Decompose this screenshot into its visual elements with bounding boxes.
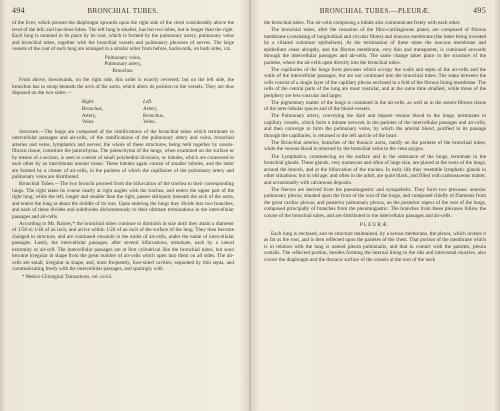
paragraph: The Nerves are derived from the pneumogastric and sympathetic. They form two plexuses: anterior pulmonary plexus, situated upon the front of the root of the lungs, and composed chiefly of filaments from the great cardiac plexus; and posterior pulmonary plexus, on the posterior aspect of the root of the lungs, composed principally of branches from the pneumogastric. The branches from these plexuses follow the course of the bronchial tubes, and are distributed to the intercellular passages and air-cells. [264, 186, 486, 219]
list-item: Veins. [81, 119, 95, 125]
left-page [12, 6, 234, 402]
right-running-head [264, 6, 486, 20]
list-item: Artery, [81, 112, 97, 119]
left-running-head [12, 6, 234, 20]
list-item: Bronchus. [112, 67, 134, 74]
paragraph: The Lymphatics, commencing on the surface and in the substance of the lungs, terminate in the bronchial glands. These glands, very numerous and often of large size, are placed at the roots of the lungs, around the bronch, and at the bifurcation of the trachea. In early life they resemble lymphatic glands in other situations; but in old age, and often in the adult, are quite black, and filled with carbonaceous matter, and occasionally with calcareous deposits. [264, 153, 486, 186]
paragraph: From above, downwards, on the right side, this order is exactly reversed; but on the left side, the bronchus has to stoop beneath the arch of the aorta, which alters its position to the vessels. They are thus disposed on the two sides:— [12, 77, 234, 96]
paragraph: Bronchial Tubes.—The two bronchi proceed from the bifurcation of the trachea to their corresponding lungs. The right takes its course nearly at right angles with the trachea, and enters the upper part of the right lung; while the left, longer and smaller than the right, passes obliquely beneath the arch of the aorta, and enters the lung at about the middle of its root. Upon entering the lungs they divide into two branches, and each of these divides and subdivides dichotomously to their ultimate terminations in the intercellular passages and air-cells. [12, 181, 234, 220]
paragraph: Each lung is enclosed, and its structure maintained, by a serous membrane, the pleura, which invests it as far as the root, and is then reflected upon the parietes of the chest. That portion of the membrane which is in relation with the lung is named pleura pulmonalis, and that in contact with the parietes, pleura costalis. The reflected portion, besides forming the internal lining to the ribs and intercostal muscles, also covers the diaphragm and the thoracic surface of the vessels at the root of the neck [264, 230, 486, 263]
left-side-column [143, 99, 164, 126]
footnote: * Medico-Chirurgical Transactions, vol. xxviii. [22, 274, 113, 280]
side-comparison [12, 99, 234, 126]
page-number: 494 [12, 6, 25, 15]
paragraph: According to Mr. Rainey,* the bronchial tubes continue to diminish in size until they attain a diameter of 1/50 to 1/40 of an inch, and arrive within 1/20 of an inch of the surface of the lung. They then become changed in structure, and are continued onwards in the midst of air-cells, under the name of intercellular passages. Lastly, the intercellular passages, after several bifurcations, terminate, each by a caecal extremity or air-cell. The intercellular passages are at first cylindrical like the bronchial tubes, but soon become irregular in shape from the great number of air-cells which open into them on all sides. The air-cells are small, irregular in shape, and, most frequently, four-sided cavities, separated by thin septa, and communicating freely with the intercellular passages, and sparingly with [12, 220, 234, 273]
right-body [264, 20, 486, 263]
right-page [264, 6, 486, 402]
paragraph: of the liver, which presses the diaphragm upwards upon the right side of the chest considerably above the level of the left; and has three lobes. The left lung is smaller, has but two lobes, but is longer than the right. Each lung is retained in its place by its root, which is formed by the pulmonary artery, pulmonary veins and bronchial tubes, together with the bronchial vessels and pulmonary plexuses of nerves. The large vessels of the root of each lung are arranged in a similar order from before, backwards, on both sides, viz. [12, 20, 234, 52]
column-heading: Right. [81, 98, 95, 105]
paragraph: the bronchial tubes. The air-cells composing a lobule also communicate freely with each other. [264, 20, 461, 26]
running-head-title: BRONCHIAL TUBES.—PLEURÆ. [319, 7, 431, 15]
section-heading: PLEURÆ. [359, 222, 391, 229]
paragraph: Structure.—The lungs are composed of the ramifications of the bronchial tubes which terminate in intercellular passages and air-cells, of the ramifications of the pulmonary artery and veins, bronchial arteries and veins, lymphatics and nerves; the whole of these structures, being held together by areolo-fibrous tissue, constitute the parenchyma. The parenchyma of the lungs, when examined on the surface or by means of a section, is seen to consist of small polyhedral divisions, or lobules, which are connected to each other by an interlobular areolar tissue. These lobules again consist of smaller lobules, and the latter are formed by a cluster of air-cells, in the parietes of which the capillaries of the pulmonary artery and pulmonary veins are distributed. [12, 128, 234, 180]
vessel-order-list [12, 55, 234, 75]
paragraph: The Bronchial arteries, branches of the thoracic aorta, ramify on the parietes of the bronchial tubes, while the venous blood is returned by the bronchial veins to the vena azygos. [264, 139, 486, 153]
book-gutter [249, 0, 251, 411]
list-item: Artery, [143, 106, 158, 112]
running-head-title: BRONCHIAL TUBES. [87, 7, 159, 15]
right-side-column [82, 99, 103, 126]
page-number: 495 [473, 6, 486, 15]
paragraph: The Pulmonary artery, conveying the dark and impure venous blood to the lungs, terminates in capillary vessels, which form a minute network in the parietes of the intercellular passages and air-cells, and then converge to form the pulmonary veins, by which the arterial blood, purified in its passage through the capillaries, is returned to the left auricle of the heart. [264, 113, 486, 139]
paragraph: The bronchial tubes, after the cessation of the fibro-cartilaginous plates, are composed of fibrous membrane (consisting of longitudinal and circular fibres) and mucous membrane (the latter being invested by a ciliated columnar epithelium). At the termination of these tubes the mucous membrane and epithelium cease abruptly, and the fibrous membrane, very thin and transparent, is continued onwards through the intercellular passages and air-cells. The same change takes place in the structure of the parietes, where the air-cells open directly into the bronchial tubes. [264, 27, 486, 66]
list-item: Pulmonary veins, [104, 54, 142, 61]
left-body [12, 20, 234, 281]
list-item: Bronchus, [81, 106, 103, 112]
list-item: Bronchus, [143, 112, 165, 119]
paragraph: The capillaries of the lungs form plexuses which occupy the walls and septa of the air-cells and the walls of the intercellular passages, but are not continued into the bronchial tubes. The septa between the cells consist of a single layer of the capillary plexus enclosed in a fold of the fibrous lining membrane. The cells of the central parts of the lung are most vascular, and at the same time smallest, while those of the periphery are less vascular and larger. [264, 66, 486, 99]
list-item: Pulmonary artery, [104, 61, 142, 67]
column-heading: Left. [143, 98, 153, 105]
paragraph: The pigmentary matter of the lungs is contained in the air-cells, as well as in the areolo-fibrous tissue of the inter-lobular spaces and of the blood-vessels. [264, 99, 486, 113]
list-item: Veins. [143, 119, 156, 125]
